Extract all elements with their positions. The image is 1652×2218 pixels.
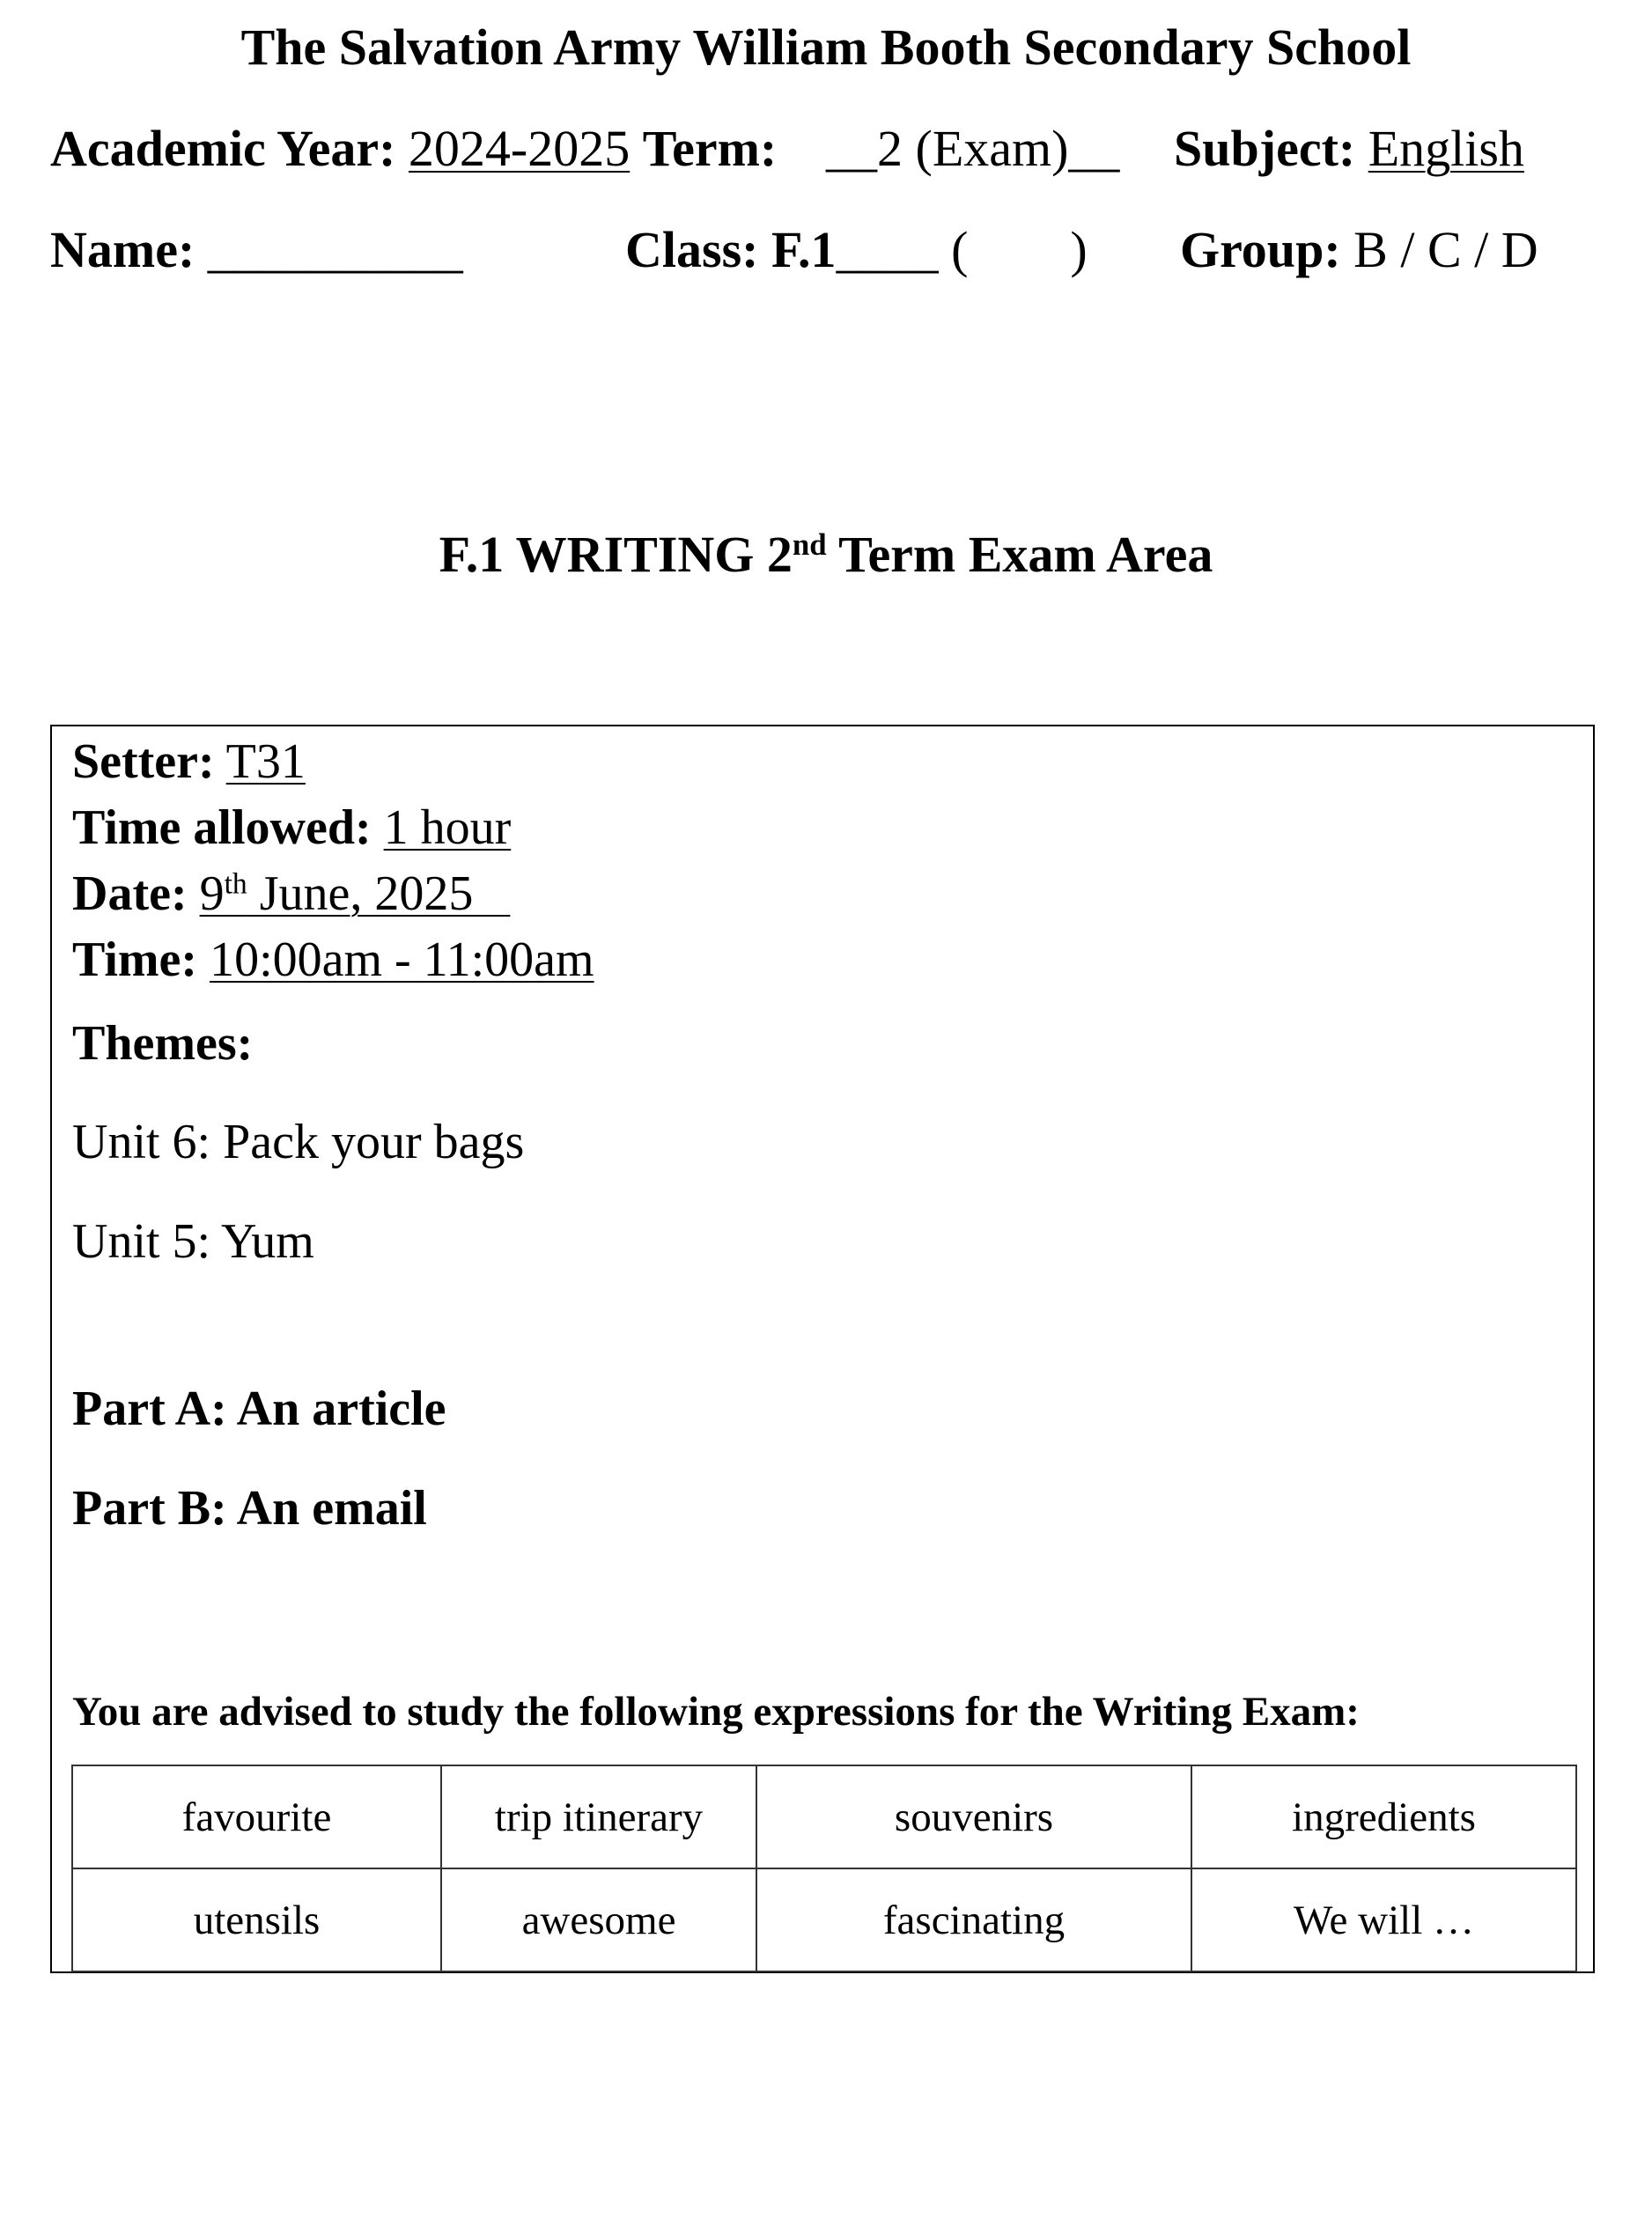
term-label: Term: (642, 120, 778, 177)
date-rest: June, 2025 (247, 866, 511, 921)
academic-year-line (50, 119, 777, 178)
name-blank: __________ (207, 221, 463, 278)
expression-cell: awesome (441, 1868, 756, 1971)
time-line (72, 932, 594, 988)
time-allowed-label: Time allowed: (72, 800, 372, 855)
setter-line (72, 733, 306, 790)
time-allowed-value: 1 hour (383, 800, 512, 855)
term-value: __2 (Exam)__ (826, 120, 1120, 177)
date-label: Date: (72, 866, 188, 921)
subject-line (1174, 119, 1524, 178)
subject-label: Subject: (1174, 120, 1356, 177)
theme-item: Unit 5: Yum (72, 1214, 314, 1269)
exam-title-prefix: F.1 WRITING 2 (439, 526, 793, 583)
name-label: Name: (50, 221, 195, 278)
group-value: B / C / D (1353, 221, 1538, 278)
advice-text: You are advised to study the following expressions for the Writing Exam: (72, 1689, 1360, 1735)
time-value: 10:00am - 11:00am (210, 932, 594, 987)
subject-value: English (1368, 120, 1524, 177)
date-value (200, 866, 511, 921)
class-blank: ____ ( ) (836, 221, 1088, 278)
time-allowed-line (72, 800, 511, 856)
themes-label: Themes: (72, 1016, 254, 1071)
exam-title-suffix: Term Exam Area (826, 526, 1213, 583)
school-title: The Salvation Army William Booth Secondary School (240, 18, 1412, 76)
group-line (1180, 220, 1538, 279)
group-label: Group: (1180, 221, 1341, 278)
class-line (625, 220, 1088, 279)
expression-cell: ingredients (1191, 1765, 1576, 1868)
table-row (72, 1868, 1576, 1971)
setter-value: T31 (225, 734, 306, 789)
exam-title-sup: nd (792, 527, 827, 562)
academic-year-value: 2024-2025 (408, 120, 631, 177)
date-line (72, 866, 510, 922)
time-label: Time: (72, 932, 198, 987)
expression-cell: souvenirs (756, 1765, 1191, 1868)
table-row (72, 1765, 1576, 1868)
expression-cell: We will … (1191, 1868, 1576, 1971)
exam-title (0, 525, 1652, 584)
date-sup: th (224, 867, 247, 901)
expression-cell: favourite (72, 1765, 441, 1868)
theme-item: Unit 6: Pack your bags (72, 1115, 525, 1169)
expression-cell: utensils (72, 1868, 441, 1971)
setter-label: Setter: (72, 734, 215, 789)
part-a: Part A: An article (72, 1382, 446, 1436)
expression-cell: fascinating (756, 1868, 1191, 1971)
class-label: Class: F.1 (625, 221, 837, 278)
expressions-table (71, 1765, 1577, 1972)
academic-year-label: Academic Year: (50, 120, 396, 177)
date-day: 9 (199, 866, 225, 921)
expression-cell: trip itinerary (441, 1765, 756, 1868)
part-b: Part B: An email (72, 1481, 427, 1536)
name-line (50, 220, 463, 279)
